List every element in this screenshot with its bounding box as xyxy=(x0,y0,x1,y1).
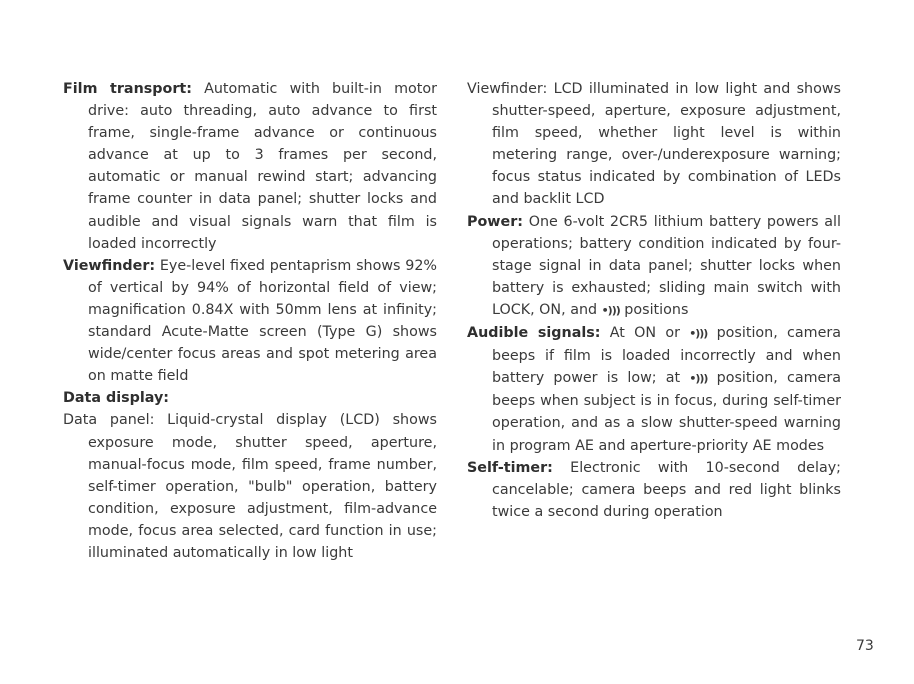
audible-signals-entry xyxy=(467,322,841,457)
film-transport-entry xyxy=(63,78,437,255)
self-timer-label: Self-timer: xyxy=(467,459,553,476)
audible-text-3: position, camera beeps when subject is in focus, during self-timer operation, and as a slow shutter-speed warning in program AE and aperture-priority AE modes xyxy=(492,370,841,454)
self-timer-text: Electronic with 10-second delay; cancelable; camera beeps and red light blinks twice a second during operation xyxy=(492,459,841,520)
beep-icon: •))) xyxy=(689,372,708,386)
right-column xyxy=(467,78,841,523)
left-column xyxy=(63,78,437,564)
beep-icon: •))) xyxy=(689,327,708,341)
data-display-heading: Data display: xyxy=(63,390,169,407)
data-panel-text: Data panel: Liquid-crystal display (LCD) shows exposure mode, shutter speed, aperture, manual-focus mode, film speed, frame number, self-timer operation, "bulb" operation, battery condition, exposure adjustment, film-advance mode, focus area selected, card function in use; illuminated automatically in low light xyxy=(63,412,437,561)
power-text-before: One 6-volt 2CR5 lithium battery powers all operations; battery condition indicated by four-stage signal in data panel; shutter locks when battery is exhausted; sliding main switch with LOCK, ON, and xyxy=(492,213,841,318)
self-timer-entry xyxy=(467,457,841,523)
audible-text-1: At ON or xyxy=(600,325,690,342)
viewfinder-text: Eye-level fixed pentaprism shows 92% of vertical by 94% of horizontal field of view; magnification 0.84X with 50mm lens at infinity; standard Acute-Matte screen (Type G) shows wide/center focus areas and spot metering area on matte field xyxy=(88,257,437,385)
film-transport-label: Film transport: xyxy=(63,81,192,97)
beep-icon: •))) xyxy=(601,303,620,317)
audible-signals-label: Audible signals: xyxy=(467,325,601,342)
page-number: 73 xyxy=(856,638,874,654)
power-label: Power: xyxy=(467,213,523,230)
power-text-after: positions xyxy=(619,301,689,318)
power-entry xyxy=(467,211,841,322)
audible-text-2: position, camera beeps if film is loaded incorrectly and when battery power is low; at xyxy=(492,325,842,387)
viewfinder-lcd-entry: Viewfinder: LCD illuminated in low light and shows shutter-speed, aperture, exposure adjustment, film speed, whether light level is within metering range, over-/underexposure warning; focus status indicated by combination of LEDs and backlit LCD xyxy=(467,81,841,208)
film-transport-text: Automatic with built-in motor drive: auto threading, auto advance to first frame, single-frame advance or continuous advance at up to 3 frames per second, automatic or manual rewind start; advancing frame counter in data panel; shutter locks and audible and visual signals warn that film is loaded incorrectly xyxy=(88,81,437,252)
viewfinder-label: Viewfinder: xyxy=(63,257,156,274)
viewfinder-entry xyxy=(63,255,437,388)
